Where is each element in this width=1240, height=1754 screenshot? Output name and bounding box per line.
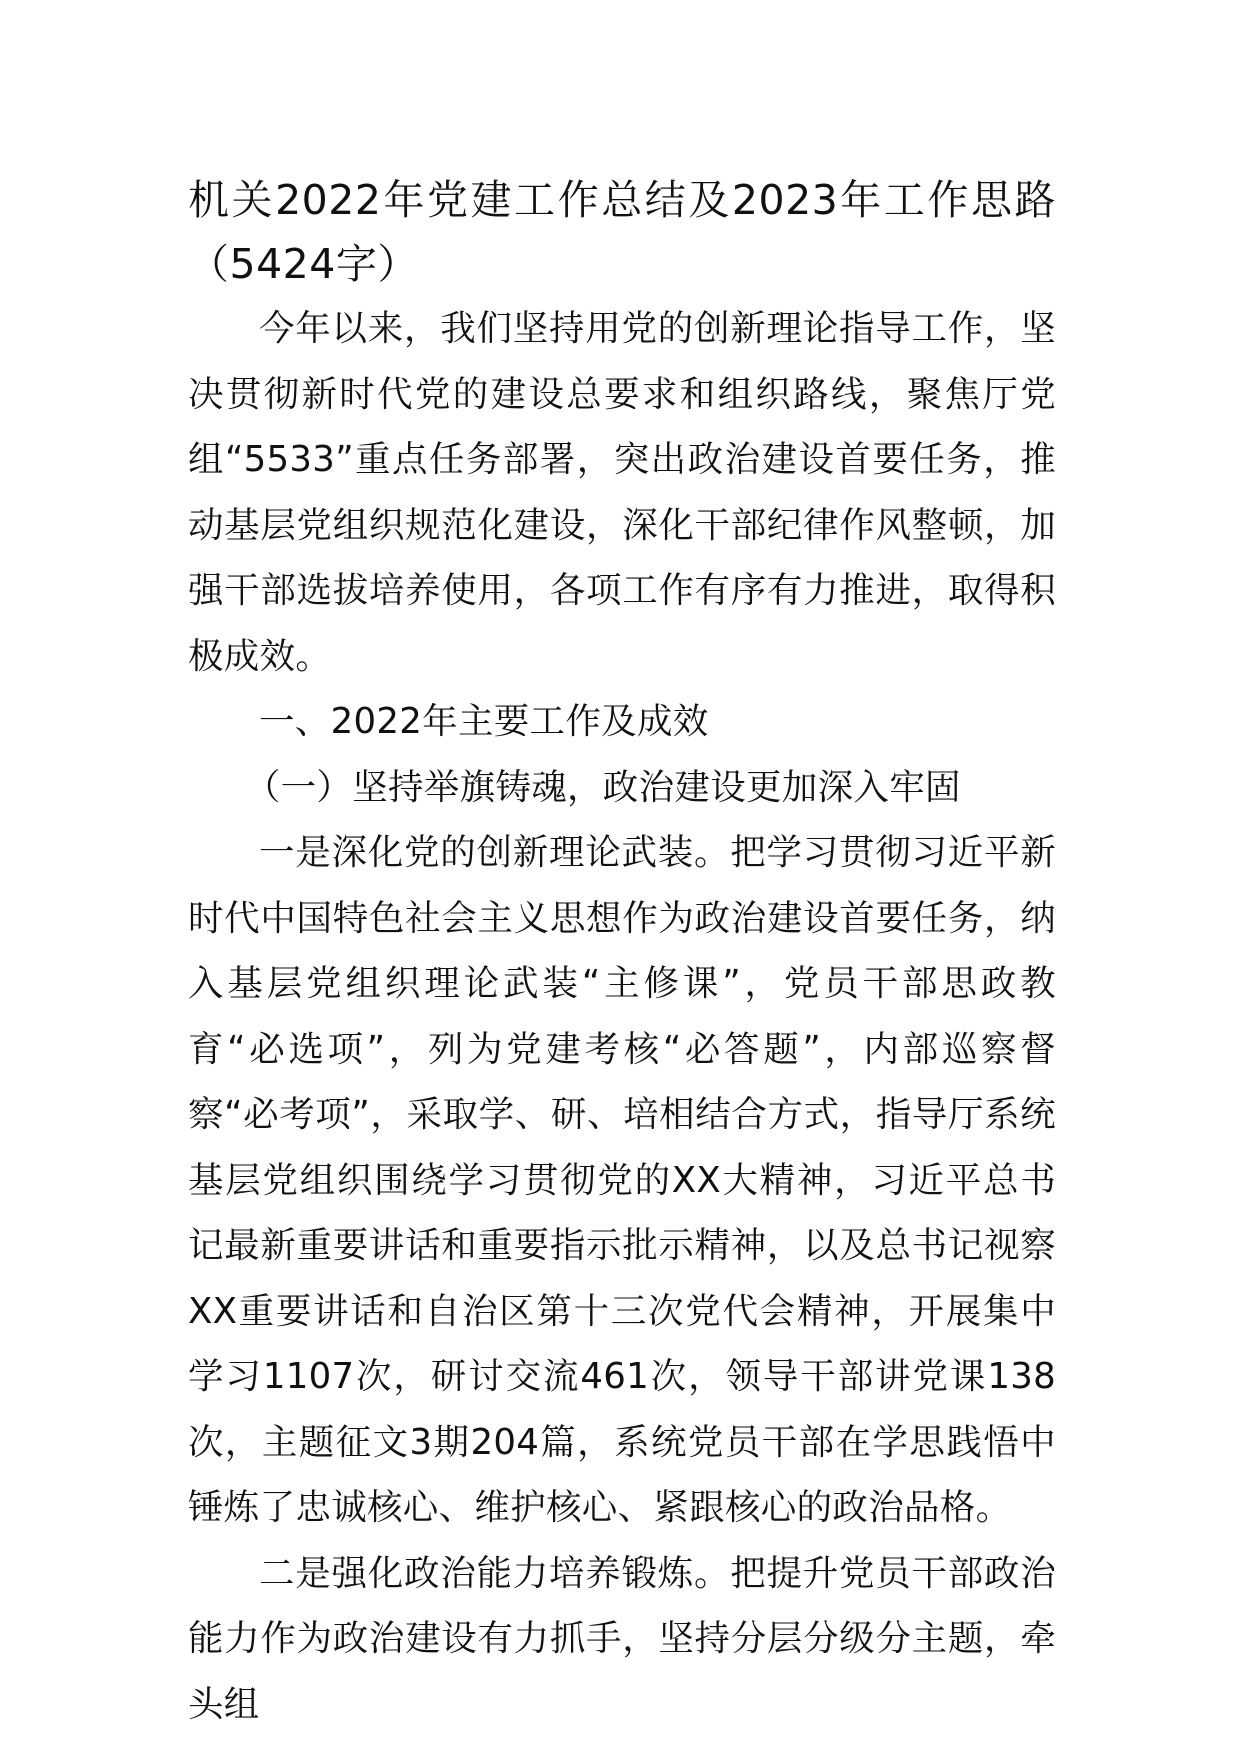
intro-paragraph: 今年以来，我们坚持用党的创新理论指导工作，坚决贯彻新时代党的建设总要求和组织路线，聚焦厅党组“5533”重点任务部署，突出政治建设首要任务，推动基层党组织规范化建设，深化干部纪律作风整顿，加强干部选拔培养使用，各项工作有序有力推进，取得积极成效。 bbox=[188, 308, 1056, 677]
body-paragraph-1: 一是深化党的创新理论武装。把学习贯彻习近平新时代中国特色社会主义思想作为政治建设首要任务，纳入基层党组织理论武装“主修课”，党员干部思政教育“必选项”，列为党建考核“必答题”，内部巡察督察“必考项”，采取学、研、培相结合方式，指导厅系统基层党组织围绕学习贯彻党的XX大精神，习近平总书记最新重要讲话和重要指示批示精神，以及总书记视察XX重要讲话和自治区第十三次党代会精神，开展集中学习1107次，研讨交流461次，领导干部讲党课138次，主题征文3期204篇，系统党员干部在学思践悟中锤炼了忠诚核心、维护核心、紧跟核心的政治品格。 bbox=[188, 832, 1056, 1528]
subsection-heading: （一）坚持举旗铸魂，政治建设更加深入牢固 bbox=[244, 766, 961, 808]
document-body bbox=[188, 168, 1056, 1737]
document-title: 机关2022年党建工作总结及2023年工作思路（5424字） bbox=[188, 176, 1056, 288]
body-paragraph-2: 二是强化政治能力培养锻炼。把提升党员干部政治能力作为政治建设有力抓手，坚持分层分级分主题，牵头组 bbox=[188, 1552, 1056, 1725]
section-heading: 一、2022年主要工作及成效 bbox=[259, 701, 709, 742]
